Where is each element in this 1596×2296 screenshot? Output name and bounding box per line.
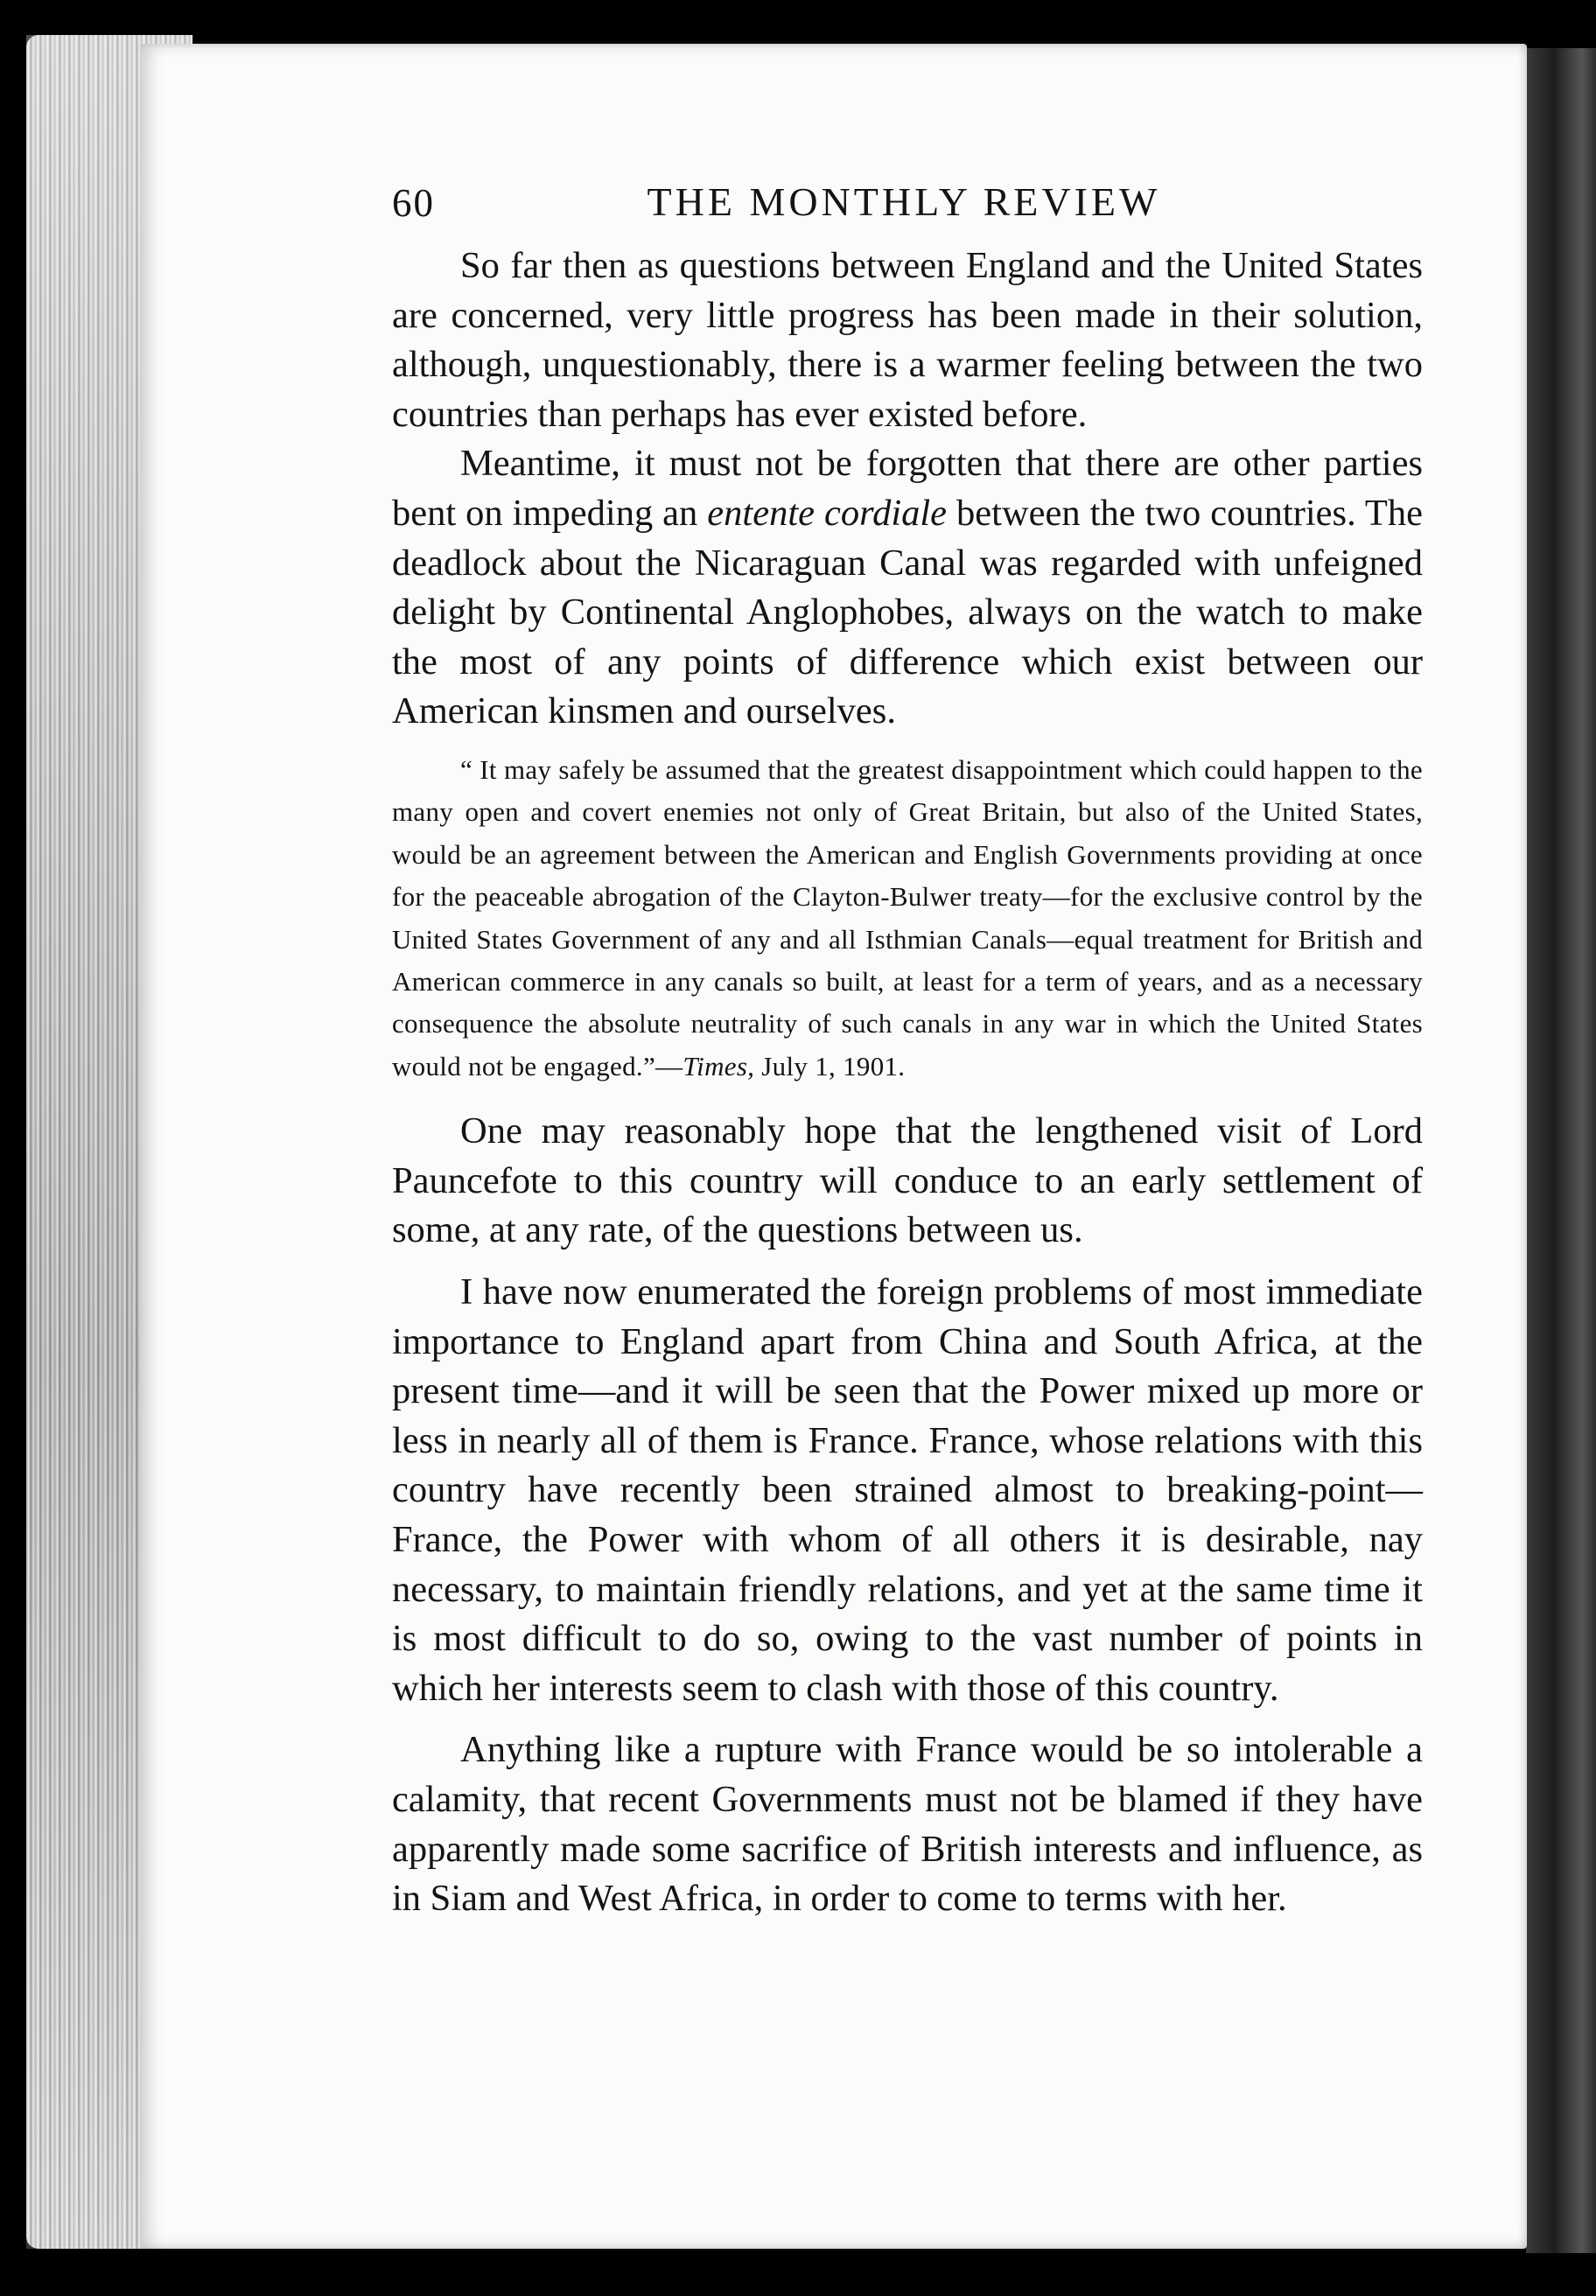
quote-source: Times, (682, 1050, 755, 1082)
running-title: THE MONTHLY REVIEW (647, 179, 1161, 224)
paragraph-2-start: Meantime, it must not be forgotten that there are other parties bent on impeding an (392, 443, 1423, 534)
book-binding (1526, 48, 1596, 2253)
paragraph-2 (392, 439, 1423, 737)
paragraph-3: One may reasonably hope that the lengthened visit of Lord Pauncefote to this country will conduce to an early settlement of some, at any rate, of the questions between us. (392, 1110, 1423, 1251)
block-quote (392, 749, 1423, 1088)
quote-source-prefix: — (655, 1050, 683, 1082)
page-number: 60 (392, 181, 435, 225)
running-head (252, 172, 1433, 242)
body-text (392, 242, 1423, 1924)
page-content (252, 172, 1433, 1920)
paragraph-4: I have now enumerated the foreign problems of most immediate importance to England apart from China and South Africa, at the present time—and it will be seen that the Power mixed up more or less in nearly all of them is France. France, whose relations with this country have recently been strained almost to breaking-point—France, the Power with whom of all others it is desirable, nay necessary, to maintain friendly relations, and yet at the same time it is most difficult to do so, owing to the vast number of points in which her interests seem to clash with those of this country. (392, 1270, 1423, 1709)
paragraph-2-italic: entente cordiale (707, 492, 948, 534)
paragraph-5: Anything like a rupture with France would be so intolerable a calamity, that recent Governments must not be blamed if they have apparently made some sacrifice of British interests and influence, as in Siam and West Africa, in order to come to terms with her. (392, 1729, 1423, 1920)
quote-date: July 1, 1901. (754, 1050, 906, 1082)
paragraph-1: So far then as questions between England and the United States are concerned, very little progress has been made in their solution, although, unquestionably, there is a warmer feeling between the two countries than perhaps has ever existed before. (392, 245, 1423, 435)
quote-text: “ It may safely be assumed that the greatest disappointment which could happen to the many open and covert enemies not only of Great Britain, but also of the United States, would be an agreement between the American and English Governments providing at once for the peaceable abrogation of the Clayton-Bulwer treaty—for the exclusive control by the United States Government of any and all Isthmian Canals—equal treatment for British and American commerce in any canals so built, at least for a term of years, and as a necessary consequence the absolute neutrality of such canals in any war in which the United States would not be engaged.” (392, 753, 1423, 1082)
paragraph-2-end: between the two countries. The deadlock about the Nicaraguan Canal was regarded with unfeigned delight by Continental Anglophobes, always on the watch to make the most of any points of difference which exist between our American kinsmen and ourselves. (392, 492, 1424, 732)
